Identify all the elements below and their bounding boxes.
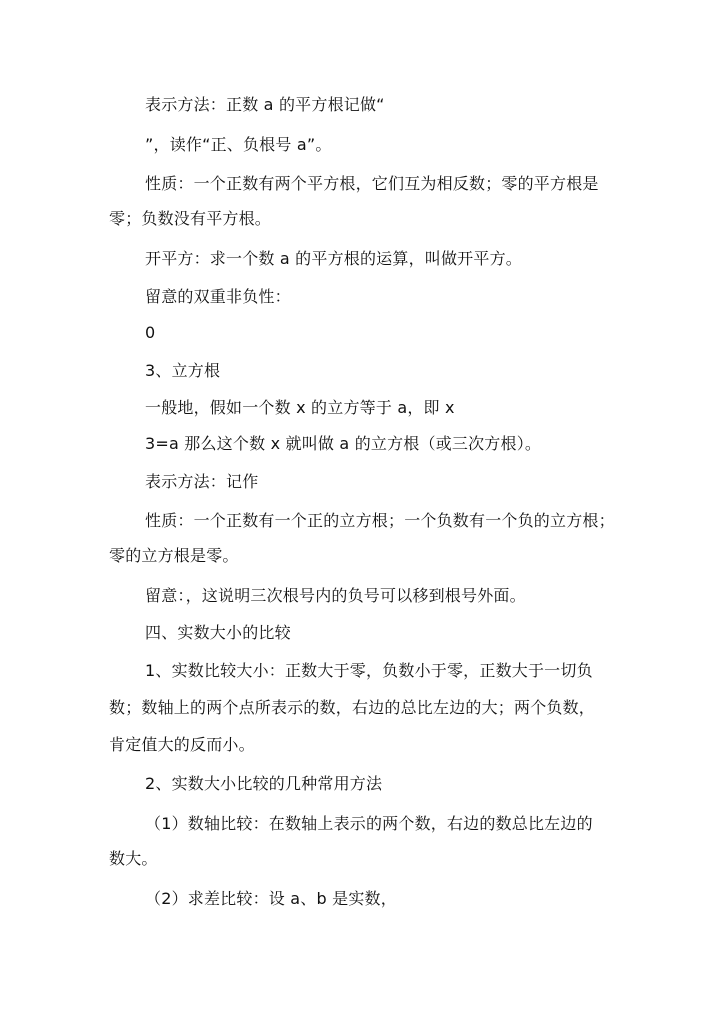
text-line: 开平方：求一个数 a 的平方根的运算，叫做开平方。 [145, 249, 522, 268]
text-line: 3=a 那么这个数 x 就叫做 a 的立方根（或三次方根）。 [145, 434, 542, 453]
text-line: 0 [145, 323, 156, 342]
text-line: 性质：一个正数有两个平方根，它们互为相反数；零的平方根是 [145, 174, 599, 193]
text-line: 留意：，这说明三次根号内的负号可以移到根号外面。 [145, 586, 526, 605]
text-line: （1）数轴比较：在数轴上表示的两个数，右边的数总比左边的 [145, 814, 593, 833]
text-line: 零的立方根是零。 [109, 546, 239, 565]
text-line: 留意的双重非负性： [145, 287, 291, 306]
text-line: 性质：一个正数有一个正的立方根；一个负数有一个负的立方根； [145, 511, 615, 530]
text-line: 1、实数比较大小：正数大于零，负数小于零，正数大于一切负 [145, 661, 593, 680]
text-line: 表示方法：正数 a 的平方根记做“ [145, 95, 385, 114]
text-line: 肯定值大的反而小。 [109, 735, 255, 754]
text-line: 数；数轴上的两个点所表示的数，右边的总比左边的大；两个负数， [109, 698, 596, 717]
text-line: ”，读作“正、负根号 a”。 [145, 135, 332, 154]
text-line: 3、立方根 [145, 361, 221, 380]
text-line: 2、实数大小比较的几种常用方法 [145, 774, 383, 793]
text-line: 一般地，假如一个数 x 的立方等于 a，即 x [145, 398, 455, 417]
text-line: （2）求差比较：设 a、b 是实数， [145, 889, 397, 908]
text-line: 零；负数没有平方根。 [109, 209, 272, 228]
text-line: 表示方法：记作 [145, 472, 259, 491]
text-line: 数大。 [109, 849, 158, 868]
text-line: 四、实数大小的比较 [145, 623, 291, 642]
